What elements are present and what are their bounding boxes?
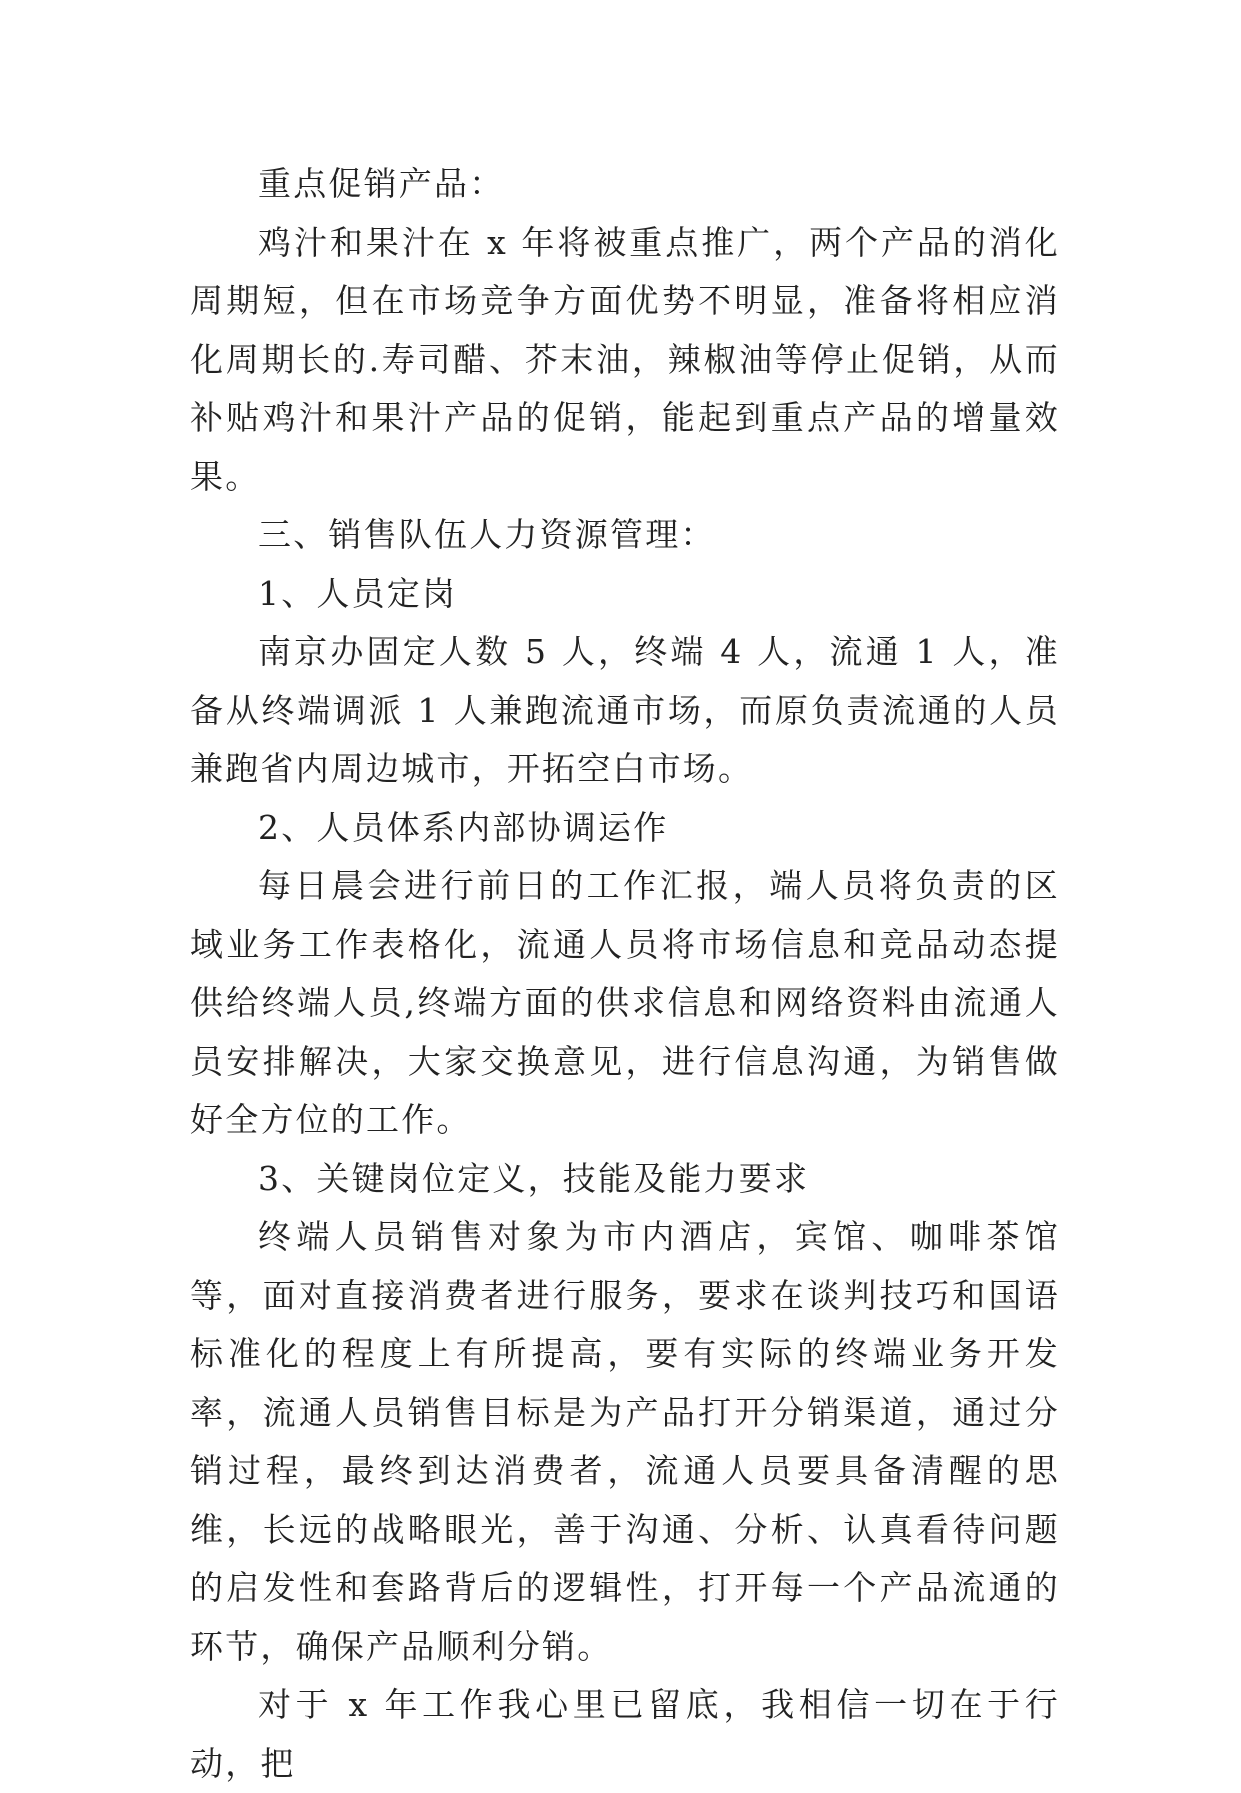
paragraph-heading-coordination: 2、人员体系内部协调运作 <box>258 807 669 847</box>
paragraph-coordination: 每日晨会进行前日的工作汇报，端人员将负责的区域业务工作表格化，流通人员将市场信息和竞品动态提供给终端人员,终端方面的供求信息和网络资料由流通人员安排解决，大家交换意见，进行信息沟通，为销售做好全方位的工作。 <box>190 866 1060 1139</box>
paragraph-promotion-plan: 鸡汁和果汁在 x 年将被重点推广，两个产品的消化周期短，但在市场竞争方面优势不明显，准备将相应消化周期长的.寿司醋、芥末油，辣椒油等停止促销，从而补贴鸡汁和果汁产品的促销，能起到重点产品的增量效果。 <box>190 222 1060 496</box>
paragraph-heading-hr-management: 三、销售队伍人力资源管理： <box>258 515 716 554</box>
paragraph-heading-key-positions: 3、关键岗位定义，技能及能力要求 <box>258 1158 810 1198</box>
document-body <box>190 155 1060 1793</box>
paragraph-heading-staffing: 1、人员定岗 <box>258 573 458 613</box>
paragraph-heading-key-products: 重点促销产品： <box>258 164 505 203</box>
paragraph-closing: 对于 x 年工作我心里已留底，我相信一切在于行动，把 <box>190 1685 1060 1783</box>
paragraph-staffing: 南京办固定人数 5 人，终端 4 人，流通 1 人，准备从终端调派 1 人兼跑流通市场，而原负责流通的人员兼跑省内周边城市，开拓空白市场。 <box>190 632 1060 788</box>
paragraph-key-positions: 终端人员销售对象为市内酒店，宾馆、咖啡茶馆等，面对直接消费者进行服务，要求在谈判技巧和国语标准化的程度上有所提高，要有实际的终端业务开发率，流通人员销售目标是为产品打开分销渠道，通过分销过程，最终到达消费者，流通人员要具备清醒的思维，长远的战略眼光，善于沟通、分析、认真看待问题的启发性和套路背后的逻辑性，打开每一个产品流通的环节，确保产品顺利分销。 <box>190 1217 1060 1666</box>
